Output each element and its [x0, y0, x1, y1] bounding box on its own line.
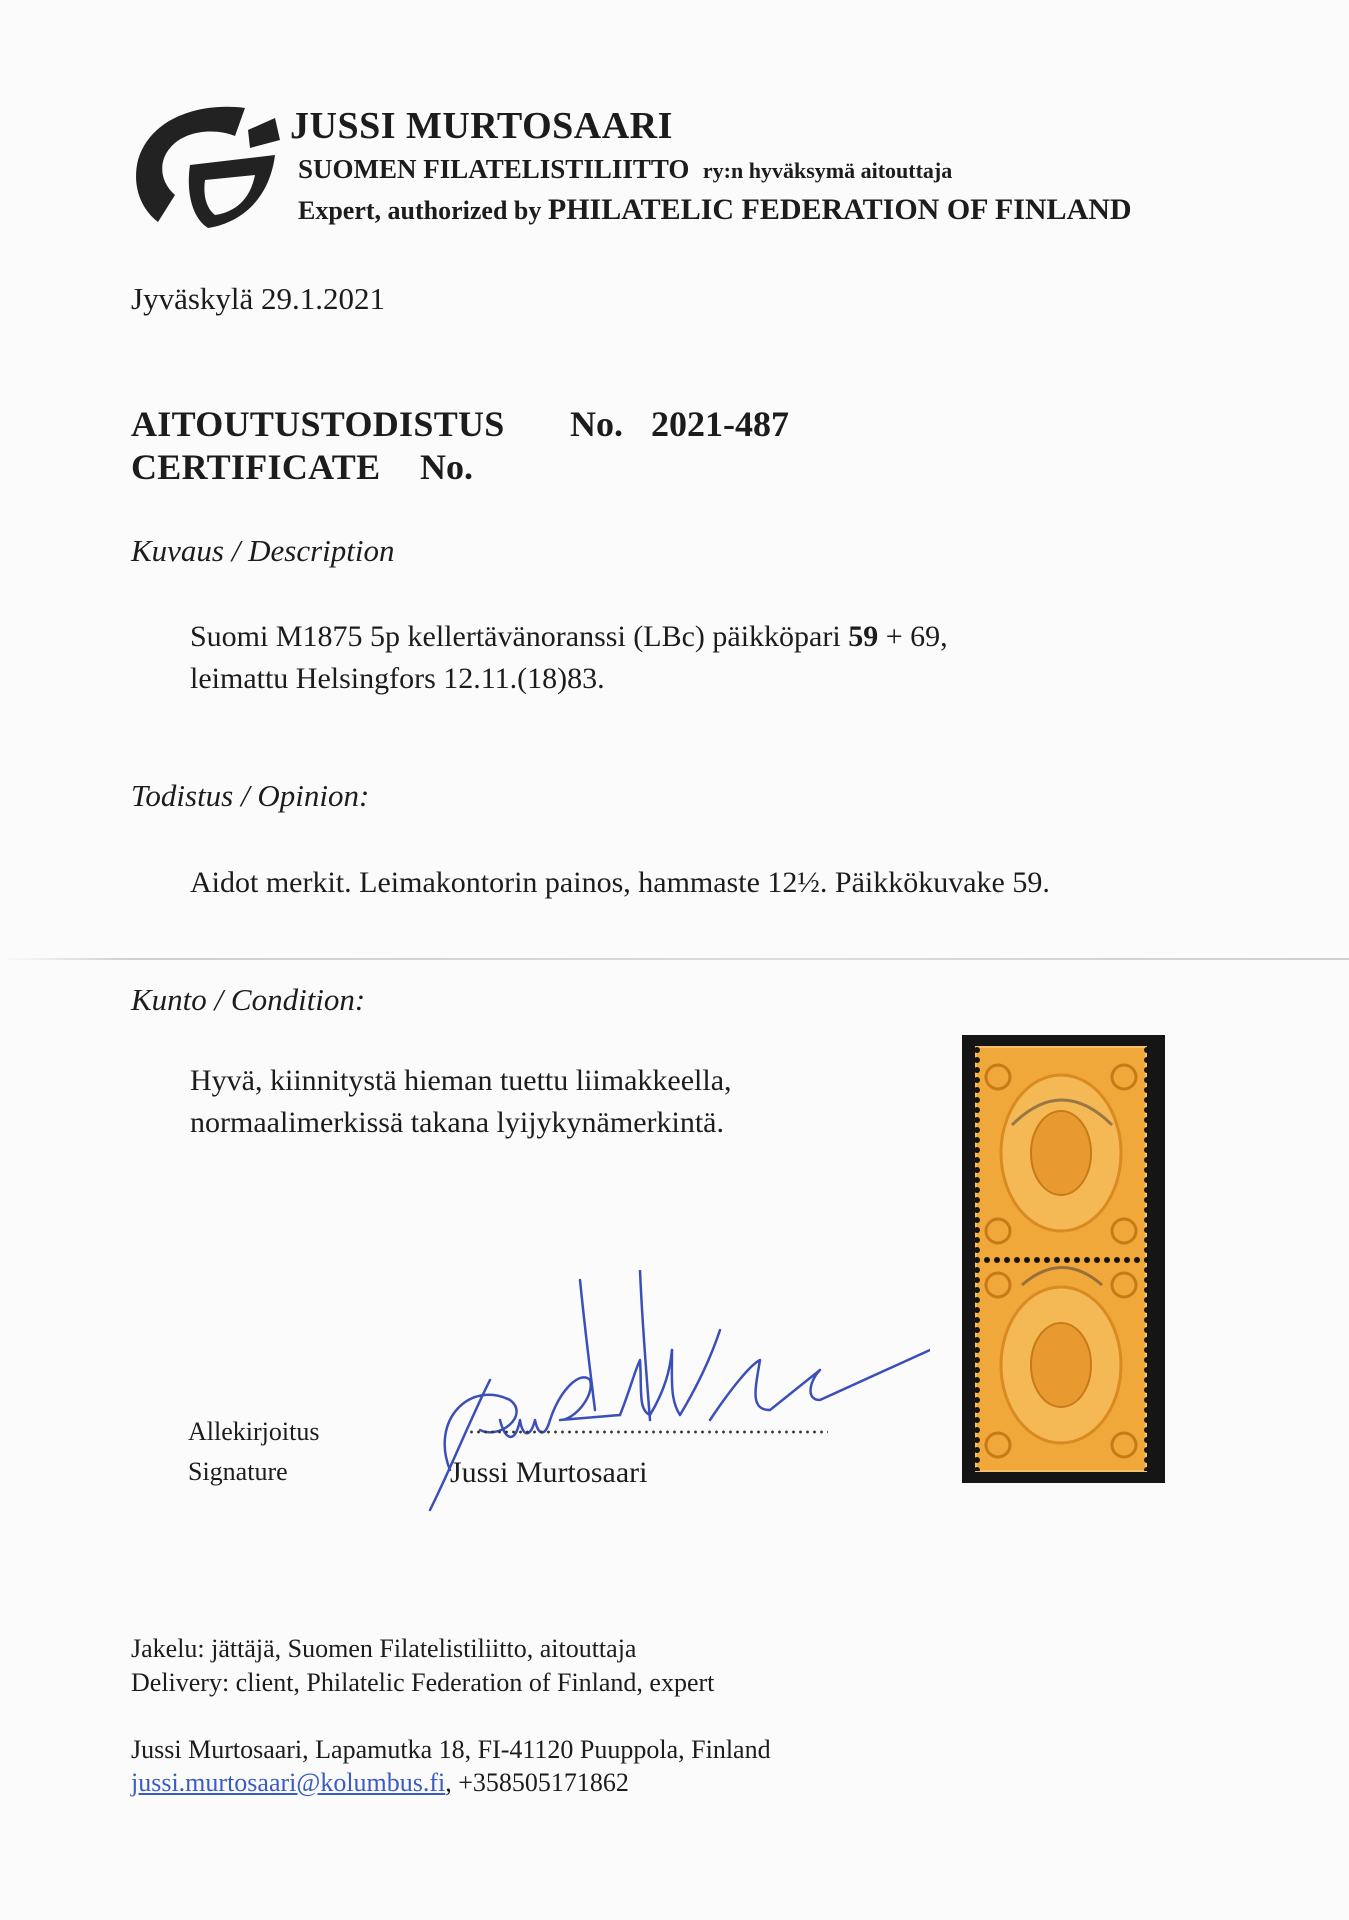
- place-date: Jyväskylä 29.1.2021: [131, 281, 386, 316]
- federation-fi: SUOMEN FILATELISTILIITTO: [298, 154, 690, 184]
- signature-dotted-line: [468, 1430, 828, 1434]
- description-line-1: Suomi M1875 5p kellertävänoranssi (LBc) päikköpari 59 + 69,: [190, 620, 948, 653]
- description-text: [190, 616, 948, 700]
- expert-prefix: Expert, authorized by: [298, 196, 542, 225]
- stamp-pair-photo-icon: [962, 1035, 1165, 1483]
- philatelic-federation-logo-icon: [130, 100, 280, 230]
- condition-text: [190, 1060, 732, 1144]
- delivery-fi: Jakelu: jättäjä, Suomen Filatelistiliitto, aitouttaja: [131, 1634, 637, 1663]
- certificate-no-label-en: No.: [420, 447, 473, 487]
- delivery-en: Delivery: client, Philatelic Federation of Finland, expert: [131, 1668, 715, 1697]
- phone-number: , +358505171862: [445, 1768, 629, 1797]
- federation-fi-suffix: ry:n hyväksymä aitouttaja: [702, 158, 953, 183]
- address: Jussi Murtosaari, Lapamutka 18, FI-41120 Puuppola, Finland: [131, 1735, 771, 1764]
- description-heading: Kuvaus / Description: [131, 533, 395, 568]
- signature-name: Jussi Murtosaari: [450, 1456, 648, 1489]
- certificate-number: 2021-487: [651, 404, 789, 444]
- condition-line-1: Hyvä, kiinnitystä hieman tuettu liimakkeella,: [190, 1064, 732, 1097]
- certificate-no-label: No.: [570, 404, 623, 444]
- opinion-text: Aidot merkit. Leimakontorin painos, hammaste 12½. Päikkökuvake 59.: [190, 866, 1050, 899]
- paper-fold-line: [0, 958, 1349, 960]
- federation-en-line: [298, 193, 1132, 227]
- certificate-title-en: CERTIFICATE: [131, 447, 381, 487]
- federation-fi-line: [298, 154, 952, 185]
- stamp-photo: [962, 1035, 1165, 1483]
- contact-line: [131, 1768, 629, 1798]
- condition-line-2: normaalimerkissä takana lyijykynämerkintä.: [190, 1106, 724, 1139]
- signature-label-fi: Allekirjoitus: [188, 1417, 320, 1446]
- signature-label-en: Signature: [188, 1457, 288, 1486]
- description-line-2: leimattu Helsingfors 12.11.(18)83.: [190, 662, 605, 695]
- expert-name-header: JUSSI MURTOSAARI: [290, 105, 673, 147]
- federation-en: PHILATELIC FEDERATION OF FINLAND: [547, 193, 1132, 226]
- condition-heading: Kunto / Condition:: [131, 982, 366, 1017]
- email-link[interactable]: jussi.murtosaari@kolumbus.fi: [131, 1768, 446, 1797]
- opinion-heading: Todistus / Opinion:: [131, 778, 370, 813]
- certificate-title-fi: AITOUTUSTODISTUS: [131, 404, 505, 444]
- description-bold-number: 59: [848, 620, 879, 653]
